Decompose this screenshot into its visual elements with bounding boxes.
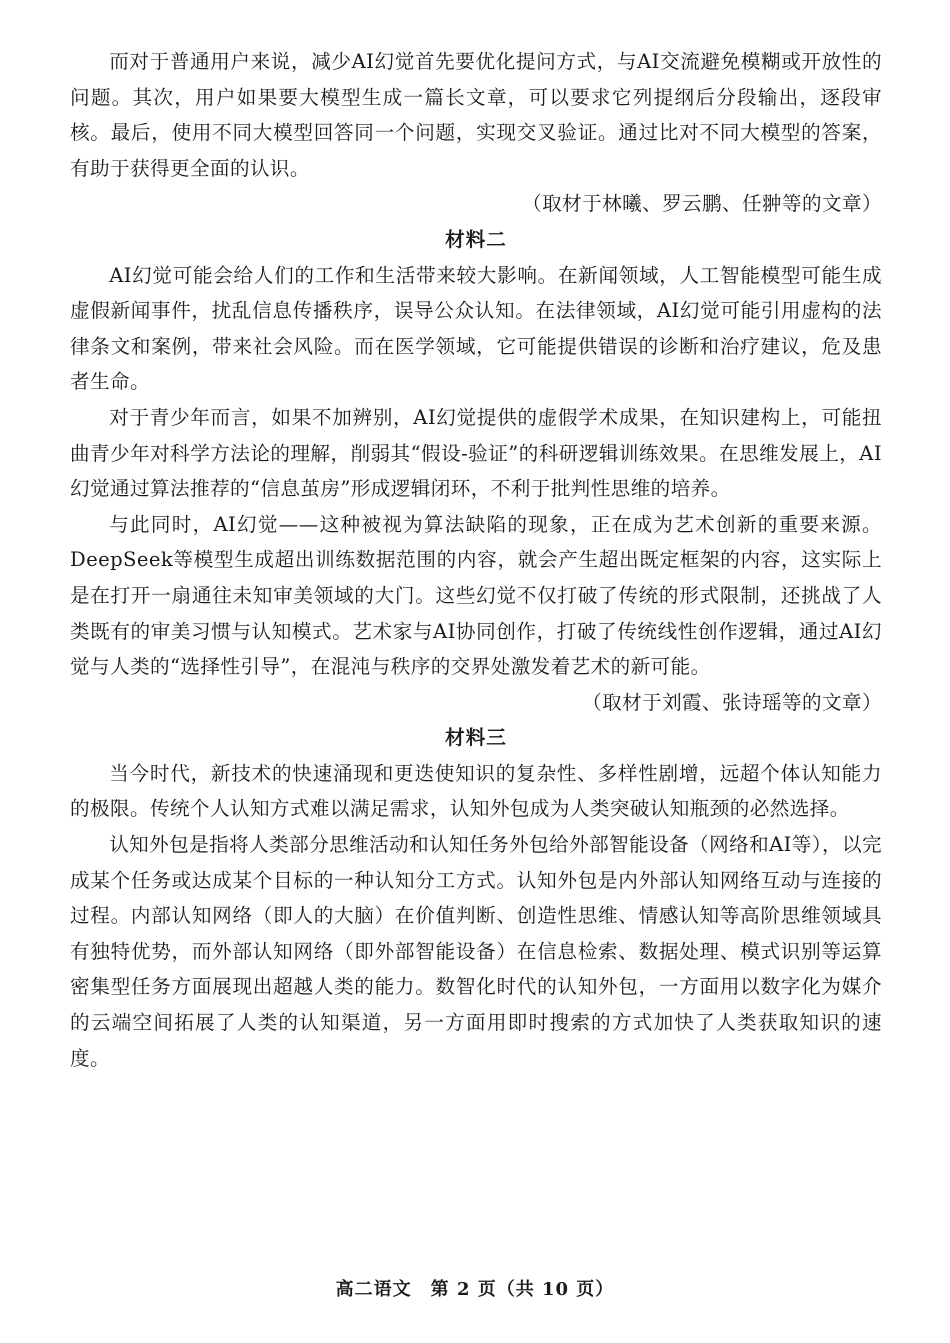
page-footer: 高二语文 第 2 页（共 10 页）	[335, 1279, 615, 1300]
material3-paragraph-1: 当今时代，新技术的快速涌现和更迭使知识的复杂性、多样性剧增，远超个体认知能力的极限。传统个人认知方式难以满足需求，认知外包成为人类突破认知瓶颈的必然选择。	[70, 761, 882, 821]
material3-heading: 材料三	[445, 726, 507, 750]
material2-paragraph-3: 与此同时，AI幻觉——这种被视为算法缺陷的现象，正在成为艺术创新的重要来源。DeepSeek等模型生成超出训练数据范围的内容，就会产生超出既定框架的内容，这实际上是在打开一扇通往未知审美领域的大门。这些幻觉不仅打破了传统的形式限制，还挑战了人类既有的审美习惯与认知模式。艺术家与AI协同创作，打破了传统线性创作逻辑，通过AI幻觉与人类的“选择性引导”，在混沌与秩序的交界处激发着艺术的新可能。	[70, 512, 882, 679]
material1-source: （取材于林曦、罗云鹏、任翀等的文章）	[522, 192, 882, 216]
material2-paragraph-1: AI幻觉可能会给人们的工作和生活带来较大影响。在新闻领域，人工智能模型可能生成虚假新闻事件，扰乱信息传播秩序，误导公众认知。在法律领域，AI幻觉可能引用虚构的法律条文和案例，带来社会风险。而在医学领域，它可能提供错误的诊断和治疗建议，危及患者生命。	[70, 263, 882, 394]
material2-source: （取材于刘霞、张诗瑶等的文章）	[582, 690, 882, 714]
material3-paragraph-2: 认知外包是指将人类部分思维活动和认知任务外包给外部智能设备（网络和AI等），以完成某个任务或达成某个目标的一种认知分工方式。认知外包是内外部认知网络互动与连接的过程。内部认知网络（即人的大脑）在价值判断、创造性思维、情感认知等高阶思维领域具有独特优势，而外部认知网络（即外部智能设备）在信息检索、数据处理、模式识别等运算密集型任务方面展现出超越人类的能力。数智化时代的认知外包，一方面用以数字化为媒介的云端空间拓展了人类的认知渠道，另一方面用即时搜索的方式加快了人类获取知识的速度。	[70, 833, 882, 1070]
material1-paragraph-1: 而对于普通用户来说，减少AI幻觉首先要优化提问方式，与AI交流避免模糊或开放性的问题。其次，用户如果要大模型生成一篇长文章，可以要求它列提纲后分段输出，逐段审核。最后，使用不同大模型回答同一个问题，实现交叉验证。通过比对不同大模型的答案，有助于获得更全面的认识。	[70, 50, 882, 180]
material2-heading: 材料二	[445, 227, 507, 251]
material2-paragraph-2: 对于青少年而言，如果不加辨别，AI幻觉提供的虚假学术成果，在知识建构上，可能扭曲青少年对科学方法论的理解，削弱其“假设-验证”的科研逻辑训练效果。在思维发展上，AI幻觉通过算法推荐的“信息茧房”形成逻辑闭环，不利于批判性思维的培养。	[70, 405, 882, 501]
exam-page-body	[70, 44, 882, 1076]
